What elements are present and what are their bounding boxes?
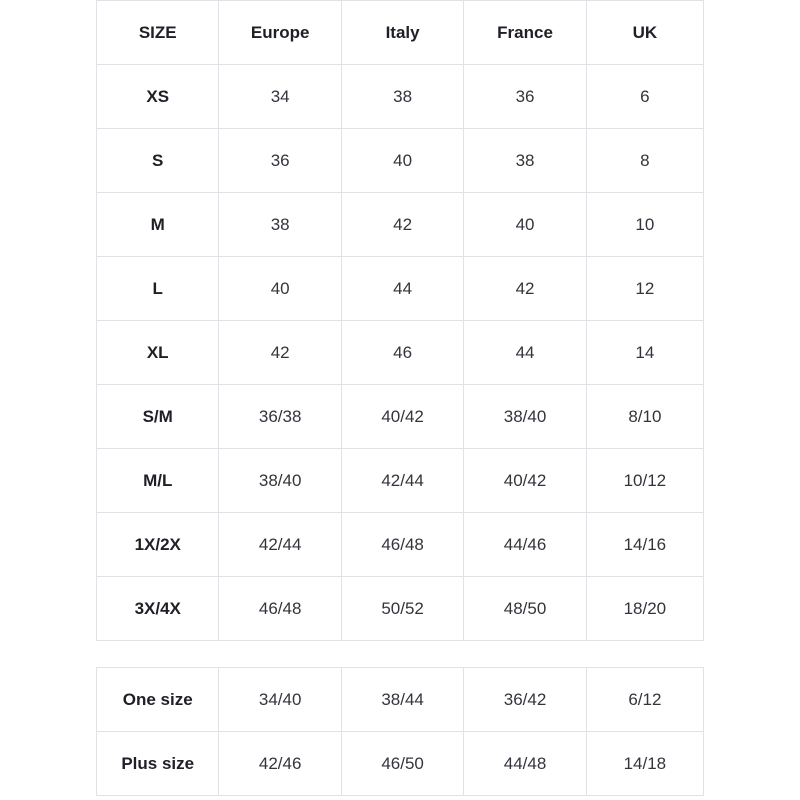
cell-uk: 14/16 [586, 513, 703, 577]
cell-italy: 50/52 [341, 577, 463, 641]
cell-italy: 46/48 [341, 513, 463, 577]
cell-france: 40/42 [464, 449, 586, 513]
row-label: 3X/4X [97, 577, 219, 641]
table-row [97, 732, 704, 796]
cell-france: 44/48 [464, 732, 586, 796]
cell-italy: 40 [341, 129, 463, 193]
table-row [97, 129, 704, 193]
cell-europe: 46/48 [219, 577, 341, 641]
cell-europe: 42 [219, 321, 341, 385]
cell-italy: 46/50 [341, 732, 463, 796]
table-row [97, 668, 704, 732]
table-row [97, 65, 704, 129]
main-size-chart-table [96, 0, 704, 641]
cell-europe: 38 [219, 193, 341, 257]
row-label: One size [97, 668, 219, 732]
table-row [97, 513, 704, 577]
row-label: Plus size [97, 732, 219, 796]
cell-france: 38/40 [464, 385, 586, 449]
row-label: M/L [97, 449, 219, 513]
cell-uk: 8 [586, 129, 703, 193]
column-header-france: France [464, 1, 586, 65]
cell-uk: 10/12 [586, 449, 703, 513]
cell-italy: 42 [341, 193, 463, 257]
row-label: XL [97, 321, 219, 385]
table-header-row [97, 1, 704, 65]
cell-france: 44 [464, 321, 586, 385]
cell-france: 36 [464, 65, 586, 129]
row-label: XS [97, 65, 219, 129]
table-row [97, 321, 704, 385]
cell-uk: 14 [586, 321, 703, 385]
cell-italy: 38/44 [341, 668, 463, 732]
row-label: S/M [97, 385, 219, 449]
table-row [97, 257, 704, 321]
cell-uk: 18/20 [586, 577, 703, 641]
cell-europe: 40 [219, 257, 341, 321]
cell-europe: 42/44 [219, 513, 341, 577]
cell-italy: 38 [341, 65, 463, 129]
row-label: 1X/2X [97, 513, 219, 577]
column-header-size: SIZE [97, 1, 219, 65]
table-row [97, 449, 704, 513]
row-label: M [97, 193, 219, 257]
cell-france: 36/42 [464, 668, 586, 732]
column-header-europe: Europe [219, 1, 341, 65]
cell-italy: 46 [341, 321, 463, 385]
row-label: L [97, 257, 219, 321]
table-row [97, 577, 704, 641]
cell-uk: 10 [586, 193, 703, 257]
cell-europe: 36/38 [219, 385, 341, 449]
row-label: S [97, 129, 219, 193]
cell-france: 40 [464, 193, 586, 257]
table-row [97, 193, 704, 257]
cell-europe: 34/40 [219, 668, 341, 732]
cell-france: 38 [464, 129, 586, 193]
cell-europe: 36 [219, 129, 341, 193]
column-header-italy: Italy [341, 1, 463, 65]
cell-france: 44/46 [464, 513, 586, 577]
cell-france: 42 [464, 257, 586, 321]
cell-italy: 44 [341, 257, 463, 321]
cell-uk: 6 [586, 65, 703, 129]
cell-europe: 38/40 [219, 449, 341, 513]
cell-italy: 40/42 [341, 385, 463, 449]
cell-europe: 34 [219, 65, 341, 129]
cell-europe: 42/46 [219, 732, 341, 796]
cell-italy: 42/44 [341, 449, 463, 513]
onesize-chart-table [96, 667, 704, 796]
cell-uk: 12 [586, 257, 703, 321]
cell-uk: 8/10 [586, 385, 703, 449]
table-row [97, 385, 704, 449]
cell-uk: 14/18 [586, 732, 703, 796]
column-header-uk: UK [586, 1, 703, 65]
cell-uk: 6/12 [586, 668, 703, 732]
cell-france: 48/50 [464, 577, 586, 641]
